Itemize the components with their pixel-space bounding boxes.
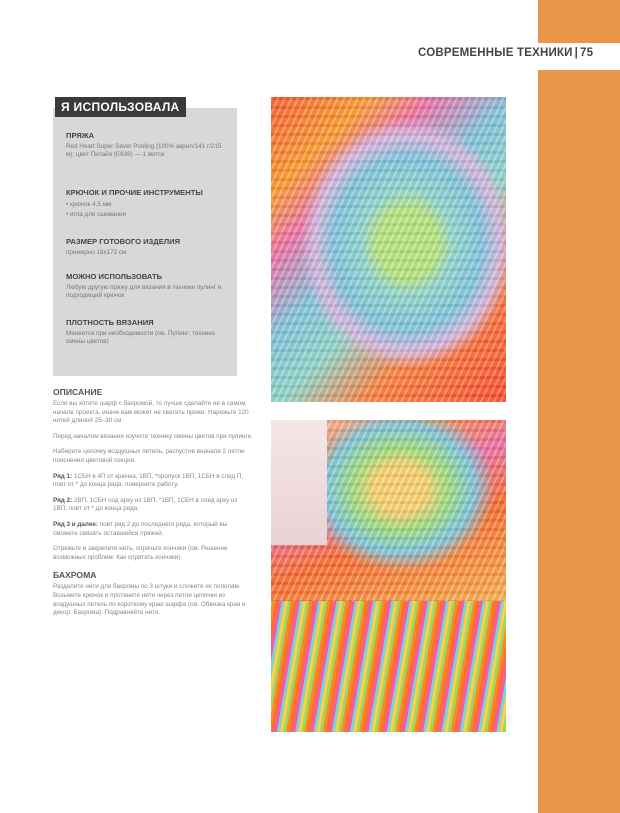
- paragraph: [53, 400, 253, 426]
- list-item: • крючок 4,5 мм: [66, 201, 112, 208]
- paragraph: [53, 521, 253, 538]
- row-label: Ряд 1:: [53, 472, 73, 480]
- scarf-fringe-photo: [271, 420, 506, 732]
- paragraph: [53, 497, 253, 514]
- description-heading: ОПИСАНИЕ: [53, 387, 103, 397]
- sidebar-heading: КРЮЧОК И ПРОЧИЕ ИНСТРУМЕНТЫ: [66, 188, 203, 197]
- sidebar-section-gauge: [66, 318, 231, 347]
- sidebar-title: Я ИСПОЛЬЗОВАЛА: [55, 97, 186, 117]
- paragraph-text: 2ВП, 1СБН под арку из 1ВП, *1ВП, 1СБН в след арку из 1ВП, повт от * до конца ряда.: [53, 496, 238, 513]
- sidebar-text: Меняется при необходимости (см. Пулинг: техника смены цветов): [66, 330, 215, 346]
- header-section-title: СОВРЕМЕННЫЕ ТЕХНИКИ: [418, 47, 573, 59]
- sidebar-text: примерно 18х172 см: [66, 249, 127, 256]
- paragraph: [53, 448, 253, 465]
- row-label: Ряд 3 и далее:: [53, 520, 98, 528]
- sidebar-section-size: [66, 237, 231, 257]
- sidebar-section-alternatives: [66, 272, 231, 301]
- sidebar-heading: РАЗМЕР ГОТОВОГО ИЗДЕЛИЯ: [66, 237, 181, 246]
- paragraph-text: Разделите нити для бахромы по 3 штуки и сложите их пополам. Возьмите крючок и протяните нити через петли цепочки из воздушных петель по короткому краю шарфа (см. Обвязка края и декор: Бахрома). Подравняйте нити.: [53, 583, 246, 617]
- scarf-closeup-photo: [271, 97, 506, 402]
- sidebar-heading: ПЛОТНОСТЬ ВЯЗАНИЯ: [66, 318, 154, 327]
- photo-background: [271, 420, 327, 545]
- sidebar-text: Любую другую пряжу для вязания в технике пулинг и подходящий крючок: [66, 284, 222, 300]
- sidebar-heading: ПРЯЖА: [66, 131, 95, 140]
- paragraph-text: повт ряд 2 до последнего ряда, который вы сможете связать оставшейся пряжей.: [53, 520, 228, 537]
- paragraph: [53, 473, 253, 490]
- page-number: 75: [580, 47, 594, 59]
- fringe-heading: БАХРОМА: [53, 570, 97, 581]
- sidebar-heading: МОЖНО ИСПОЛЬЗОВАТЬ: [66, 272, 163, 281]
- sidebar-section-yarn: [66, 131, 231, 160]
- paragraph: [53, 433, 253, 442]
- list-item: • игла для сшивания: [66, 211, 126, 218]
- paragraph-text: Перед началом вязания изучите технику смены цветов при пулинге.: [53, 432, 253, 440]
- sidebar-text: Red Heart Super Saver Pooling (100% акрил/141 г/215 м); цвет Питайя (E836) — 1 моток: [66, 143, 222, 159]
- running-header: [418, 47, 612, 59]
- description-section: [53, 387, 253, 625]
- paragraph: [53, 583, 253, 617]
- orange-header-block: [538, 0, 620, 43]
- orange-margin-strip: [538, 0, 620, 813]
- sidebar-section-tools: [66, 188, 231, 220]
- header-separator: |: [574, 47, 579, 59]
- row-label: Ряд 2:: [53, 496, 73, 504]
- paragraph-text: Наберите цепочку воздушных петель, распустив вначале 2 петли пояснения цветовой секции.: [53, 448, 245, 464]
- paragraph-text: Отрежьте и закрепите нить, спрячьте кончики (см. Решение возможных проблем: Как спрятать кончики).: [53, 545, 228, 561]
- tools-list: [66, 200, 231, 220]
- paragraph: [53, 545, 253, 562]
- paragraph-text: 1СБН в 4П от крючка, 1ВП, *пропуск 1ВП, 1СБН в след П, повт от * до конца ряда, поверните работу.: [53, 472, 244, 489]
- paragraph-text: Если вы хотите шарф с бахромой, то лучше сделайте ее в самом начале проекта, иначе вам может не хватить пряжи. Нарежьте 120 нитей длиной 25–30 см.: [53, 400, 249, 425]
